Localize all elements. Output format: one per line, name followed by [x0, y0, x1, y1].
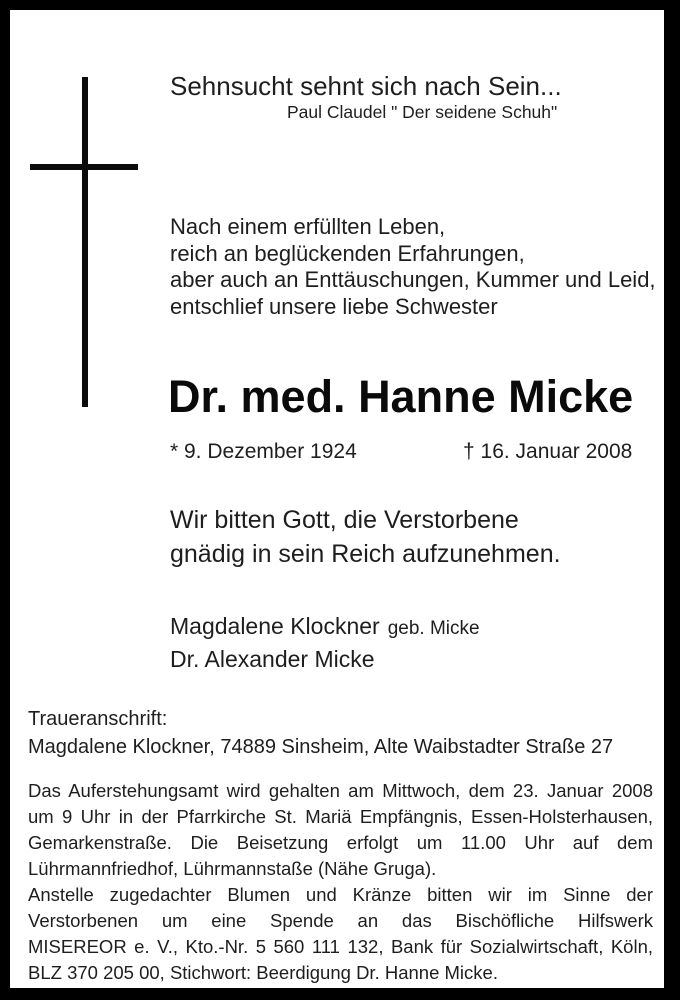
prayer-line: gnädig in sein Reich aufzunehmen. [170, 540, 561, 568]
quote-attribution: Paul Claudel " Der seidene Schuh" [287, 102, 558, 122]
donation-info-line: Anstelle zugedachter Blumen und Kränze bitten wir im Sinne der [28, 884, 653, 905]
mourner-line [170, 611, 480, 644]
mourner-line [170, 644, 480, 675]
intro-line: aber auch an Enttäuschungen, Kummer und Leid, [170, 267, 656, 292]
mourners-list [170, 611, 480, 675]
service-info-line: um 9 Uhr in der Pfarrkirche St. Mariä Empfängnis, Essen-Holsterhausen, [28, 806, 653, 827]
donation-info-paragraph [28, 882, 653, 986]
death-date: † 16. Januar 2008 [463, 440, 633, 463]
intro-line: Nach einem erfüllten Leben, [170, 214, 446, 239]
intro-line: entschlief unsere liebe Schwester [170, 293, 498, 319]
life-dates [10, 440, 664, 466]
service-info-line: Lührmannfriedhof, Lührmannstaße (Nähe Gruga). [28, 858, 437, 879]
mourning-address-value: Magdalene Klockner, 74889 Sinsheim, Alte Waibstadter Straße 27 [28, 736, 614, 758]
service-info-paragraph [28, 778, 653, 882]
intro-text [170, 214, 656, 320]
donation-info-line: BLZ 370 205 00, Stichwort: Beerdigung Dr. Hanne Micke. [28, 962, 498, 983]
service-info-line: Gemarkenstraße. Die Beisetzung erfolgt um 11.00 Uhr auf dem [28, 832, 653, 853]
donation-info-line: MISEREOR e. V., Kto.-Nr. 5 560 111 132, Bank für Sozialwirtschaft, Köln, [28, 936, 653, 957]
notice-inner-area [10, 10, 664, 988]
mourner-maiden-name: geb. Micke [387, 618, 480, 639]
deceased-name: Dr. med. Hanne Micke [168, 371, 634, 422]
mourner-name: Magdalene Klockner [170, 613, 380, 639]
service-info-line: Das Auferstehungsamt wird gehalten am Mittwoch, dem 23. Januar 2008 [28, 780, 653, 801]
mourner-name: Dr. Alexander Micke [170, 646, 375, 672]
birth-date: * 9. Dezember 1924 [170, 440, 357, 463]
intro-line: reich an beglückenden Erfahrungen, [170, 240, 525, 266]
mourning-address-block [28, 705, 613, 761]
cross-vertical-bar [82, 77, 88, 407]
cross-horizontal-bar [30, 164, 138, 170]
prayer-line: Wir bitten Gott, die Verstorbene [170, 506, 519, 534]
quote-text: Sehnsucht sehnt sich nach Sein... [170, 71, 562, 101]
mourning-address-label: Traueranschrift: [28, 708, 168, 730]
donation-info-line: Verstorbenen um eine Spende an das Bischöfliche Hilfswerk [28, 910, 653, 931]
prayer-text [170, 503, 561, 571]
